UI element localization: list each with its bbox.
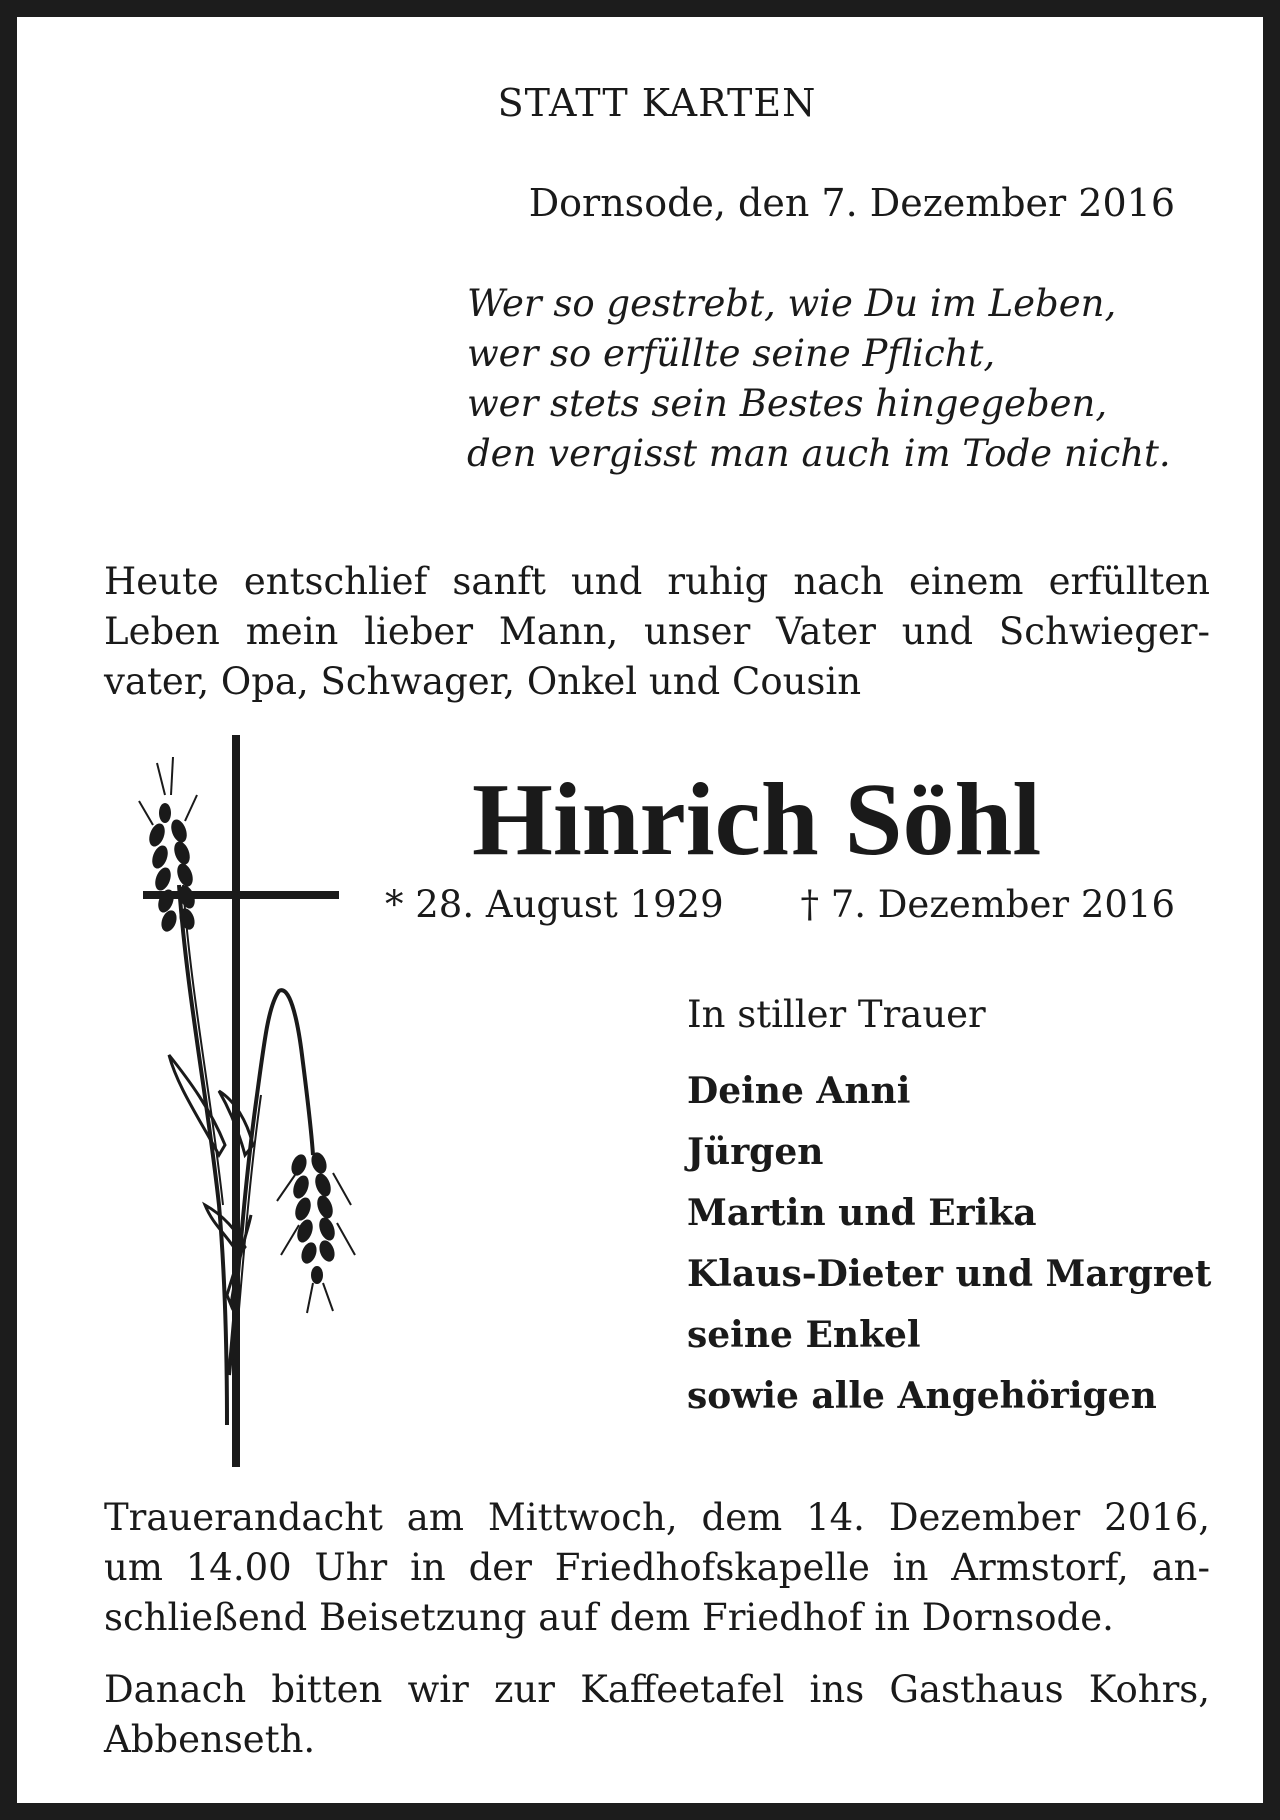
service-line: schließend Beisetzung auf dem Friedhof in Dornsode. <box>104 1596 1114 1639</box>
service-line: um 14.00 Uhr in der Friedhofskapelle in Armstorf, an- <box>104 1546 1210 1589</box>
mourner-name: Martin und Erika <box>687 1192 1037 1234</box>
announcement-line: Leben mein lieber Mann, unser Vater und Schwieger- <box>104 610 1210 653</box>
announcement-line: vater, Opa, Schwager, Onkel und Cousin <box>104 660 862 703</box>
mourner-name: Deine Anni <box>687 1070 911 1112</box>
mourner-name: Jürgen <box>687 1131 824 1173</box>
funeral-service-details <box>104 1493 1210 1643</box>
reception-line: Abbenseth. <box>104 1718 316 1761</box>
poem-line: wer stets sein Bestes hingegeben, <box>467 382 1108 425</box>
mourner-name: seine Enkel <box>687 1314 921 1356</box>
service-line: Trauerandacht am Mittwoch, dem 14. Dezember 2016, <box>104 1496 1210 1539</box>
reception-details <box>104 1665 1210 1765</box>
mourners-list <box>687 1061 1211 1427</box>
poem-line: Wer so gestrebt, wie Du im Leben, <box>467 282 1117 325</box>
announcement-text <box>104 557 1210 707</box>
poem-line: den vergisst man auch im Tode nicht. <box>467 432 1171 475</box>
memorial-poem <box>467 279 1171 479</box>
poem-line: wer so erfüllte seine Pflicht, <box>467 332 996 375</box>
birth-date: * 28. August 1929 <box>385 883 724 926</box>
cross-with-wheat-icon <box>127 735 367 1467</box>
mourner-name: sowie alle Angehörigen <box>687 1375 1157 1417</box>
header-statt-karten: STATT KARTEN <box>497 81 817 125</box>
mourning-heading: In stiller Trauer <box>687 993 986 1036</box>
place-and-date: Dornsode, den 7. Dezember 2016 <box>528 181 1175 225</box>
deceased-name: Hinrich Söhl <box>472 762 1042 877</box>
announcement-line: Heute entschlief sanft und ruhig nach einem erfüllten <box>104 560 1210 603</box>
mourner-name: Klaus-Dieter und Margret <box>687 1253 1212 1295</box>
reception-line: Danach bitten wir zur Kaffeetafel ins Gasthaus Kohrs, <box>104 1668 1210 1711</box>
death-date: † 7. Dezember 2016 <box>800 883 1175 926</box>
